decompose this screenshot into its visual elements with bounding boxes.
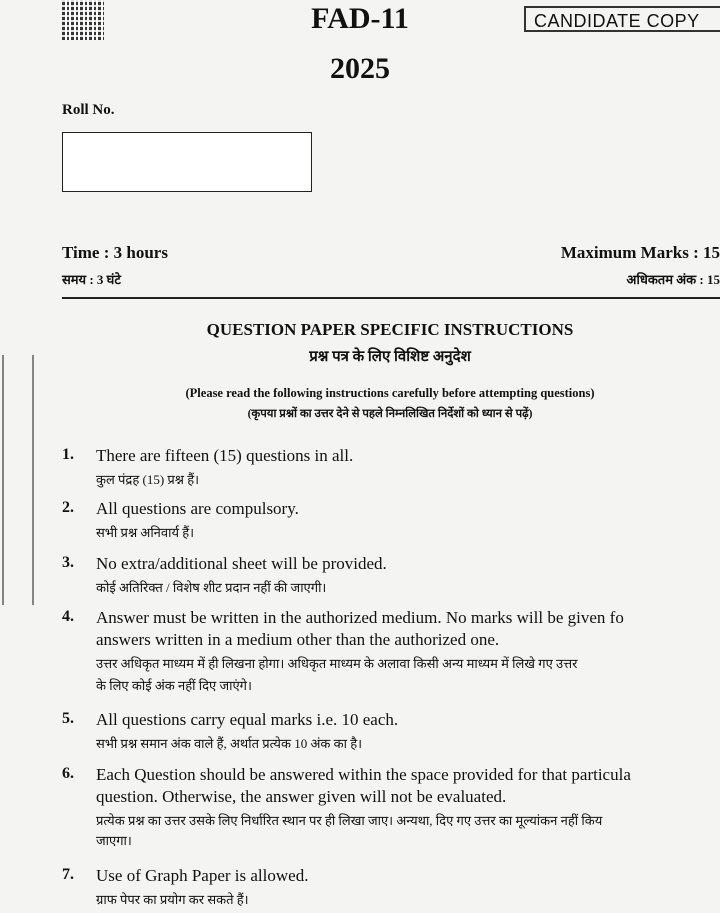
max-marks-hi: अधिकतम अंक : 15 [626, 272, 720, 287]
time-hi: समय : 3 घंटे [62, 272, 121, 287]
instructions-title-hi: प्रश्न पत्र के लिए विशिष्ट अनुदेश [309, 349, 471, 365]
instructions-title-en: QUESTION PAPER SPECIFIC INSTRUCTIONS [206, 320, 574, 339]
please-read-hi: (कृपया प्रश्नों का उत्तर देने से पहले निम्नलिखित निर्देशों को ध्यान से पढ़ें) [247, 408, 533, 420]
max-marks-en: Maximum Marks : 15 [560, 243, 720, 262]
paper-code: FAD-11 [311, 2, 409, 35]
please-read-en: (Please read the following instructions carefully before attempting questions) [185, 386, 595, 400]
candidate-copy-label: CANDIDATE COPY [524, 6, 720, 32]
roll-number-box[interactable] [62, 132, 312, 192]
roll-number-label: Roll No. [62, 102, 115, 118]
paper-year: 2025 [330, 52, 390, 85]
time-en: Time : 3 hours [62, 243, 168, 262]
divider [62, 297, 720, 299]
side-stamp [2, 355, 34, 605]
